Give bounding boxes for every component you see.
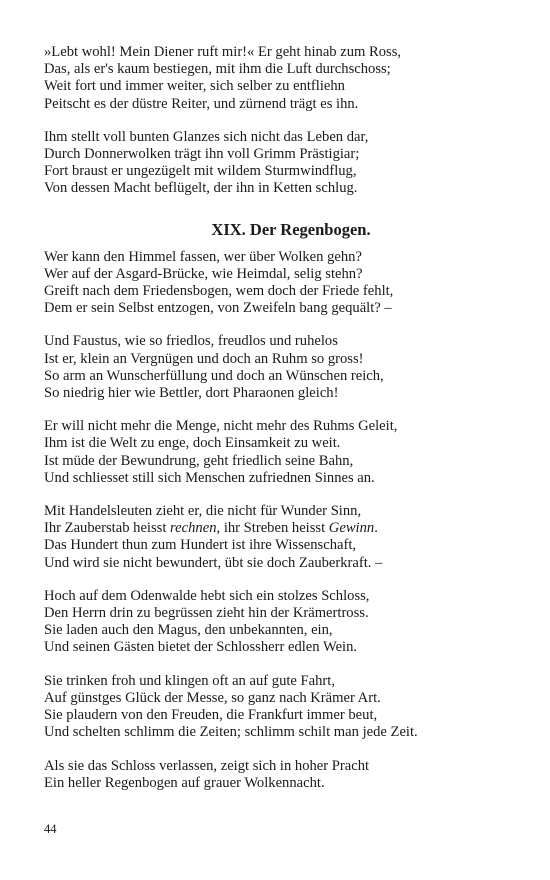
verse-line: Fort braust er ungezügelt mit wildem Sturmwindflug, [44,163,357,180]
stanza [44,418,514,487]
stanza [44,758,514,792]
verse-line: Wer auf der Asgard-Brücke, wie Heimdal, selig stehn? [44,265,363,282]
stanza [44,44,514,113]
verse-line: Weit fort und immer weiter, sich selber zu entfliehn [44,78,345,95]
verse-line: Und wird sie nicht bewundert, übt sie doch Zauberkraft. – [44,554,383,571]
verse-line: Ihm ist die Welt zu enge, doch Einsamkeit zu weit. [44,435,341,452]
stanza [44,129,514,198]
verse-line: Den Herrn drin zu begrüssen zieht hin der Krämertross. [44,605,369,622]
verse-line: Dem er sein Selbst entzogen, von Zweifeln bang gequält? – [44,300,392,317]
verse-text: , ihr Streben heisst [216,520,329,537]
verse-line: Greift nach dem Friedensbogen, wem doch der Friede fehlt, [44,283,394,300]
verse-line: Und Faustus, wie so friedlos, freudlos und ruhelos [44,333,338,350]
stanza [44,503,514,572]
verse-line: Er will nicht mehr die Menge, nicht mehr des Ruhms Geleit, [44,418,398,435]
verse-line: Mit Handelsleuten zieht er, die nicht für Wunder Sinn, [44,503,362,520]
page-number: 44 [44,822,57,836]
verse-line: So arm an Wunscherfüllung und doch an Wünschen reich, [44,367,384,384]
verse-line: Als sie das Schloss verlassen, zeigt sich in hoher Pracht [44,757,370,774]
verse-line: Auf günstges Glück der Messe, so ganz nach Krämer Art. [44,689,381,706]
verse-line: Wer kann den Himmel fassen, wer über Wolken gehn? [44,248,362,265]
verse-line: Durch Donnerwolken trägt ihn voll Grimm Prästigiar; [44,146,360,163]
verse-line: »Lebt wohl! Mein Diener ruft mir!« Er geht hinab zum Ross, [44,44,402,60]
verse-line: Von dessen Macht beflügelt, der ihn in Ketten schlug. [44,180,358,197]
verse-line: Hoch auf dem Odenwalde hebt sich ein stolzes Schloss, [44,587,370,604]
verse-line: Und seinen Gästen bietet der Schlossherr edlen Wein. [44,639,358,656]
verse-line: Ist müde der Bewundrung, geht friedlich seine Bahn, [44,452,354,469]
stanza [44,333,514,402]
verse-line: Ihm stellt voll bunten Glanzes sich nicht das Leben dar, [44,128,369,145]
verse-text: Ihr Zauberstab heisst [44,520,171,537]
stanza [44,673,514,742]
verse-line: Und schliesset still sich Menschen zufriednen Sinnes an. [44,469,375,486]
verse-line: Peitscht es der düstre Reiter, und zürnend trägt es ihn. [44,95,359,112]
verse-text: . [374,520,378,537]
verse-line: Sie laden auch den Magus, den unbekannten, ein, [44,622,333,639]
verse-line: Das, als er's kaum bestiegen, mit ihm die Luft durchschoss; [44,61,391,78]
verse-line: Das Hundert thun zum Hundert ist ihre Wissenschaft, [44,537,357,554]
verse-line: So niedrig hier wie Bettler, dort Pharaonen gleich! [44,385,339,402]
emphasis-text: rechnen [170,520,217,537]
verse-line: Ist er, klein an Vergnügen und doch an Ruhm so gross! [44,350,364,367]
page-body [44,44,514,808]
verse-line: Und schelten schlimm die Zeiten; schlimm schilt man jede Zeit. [44,724,418,741]
stanza [44,249,514,318]
verse-line [44,520,514,537]
verse-line: Ein heller Regenbogen auf grauer Wolkennacht. [44,774,325,791]
stanza [44,588,514,657]
verse-line: Sie trinken froh und klingen oft an auf gute Fahrt, [44,672,335,689]
emphasis-text: Gewinn [328,520,375,537]
verse-line: Sie plaudern von den Freuden, die Frankfurt immer beut, [44,707,378,724]
section-heading: XIX. Der Regenbogen. [211,219,371,239]
